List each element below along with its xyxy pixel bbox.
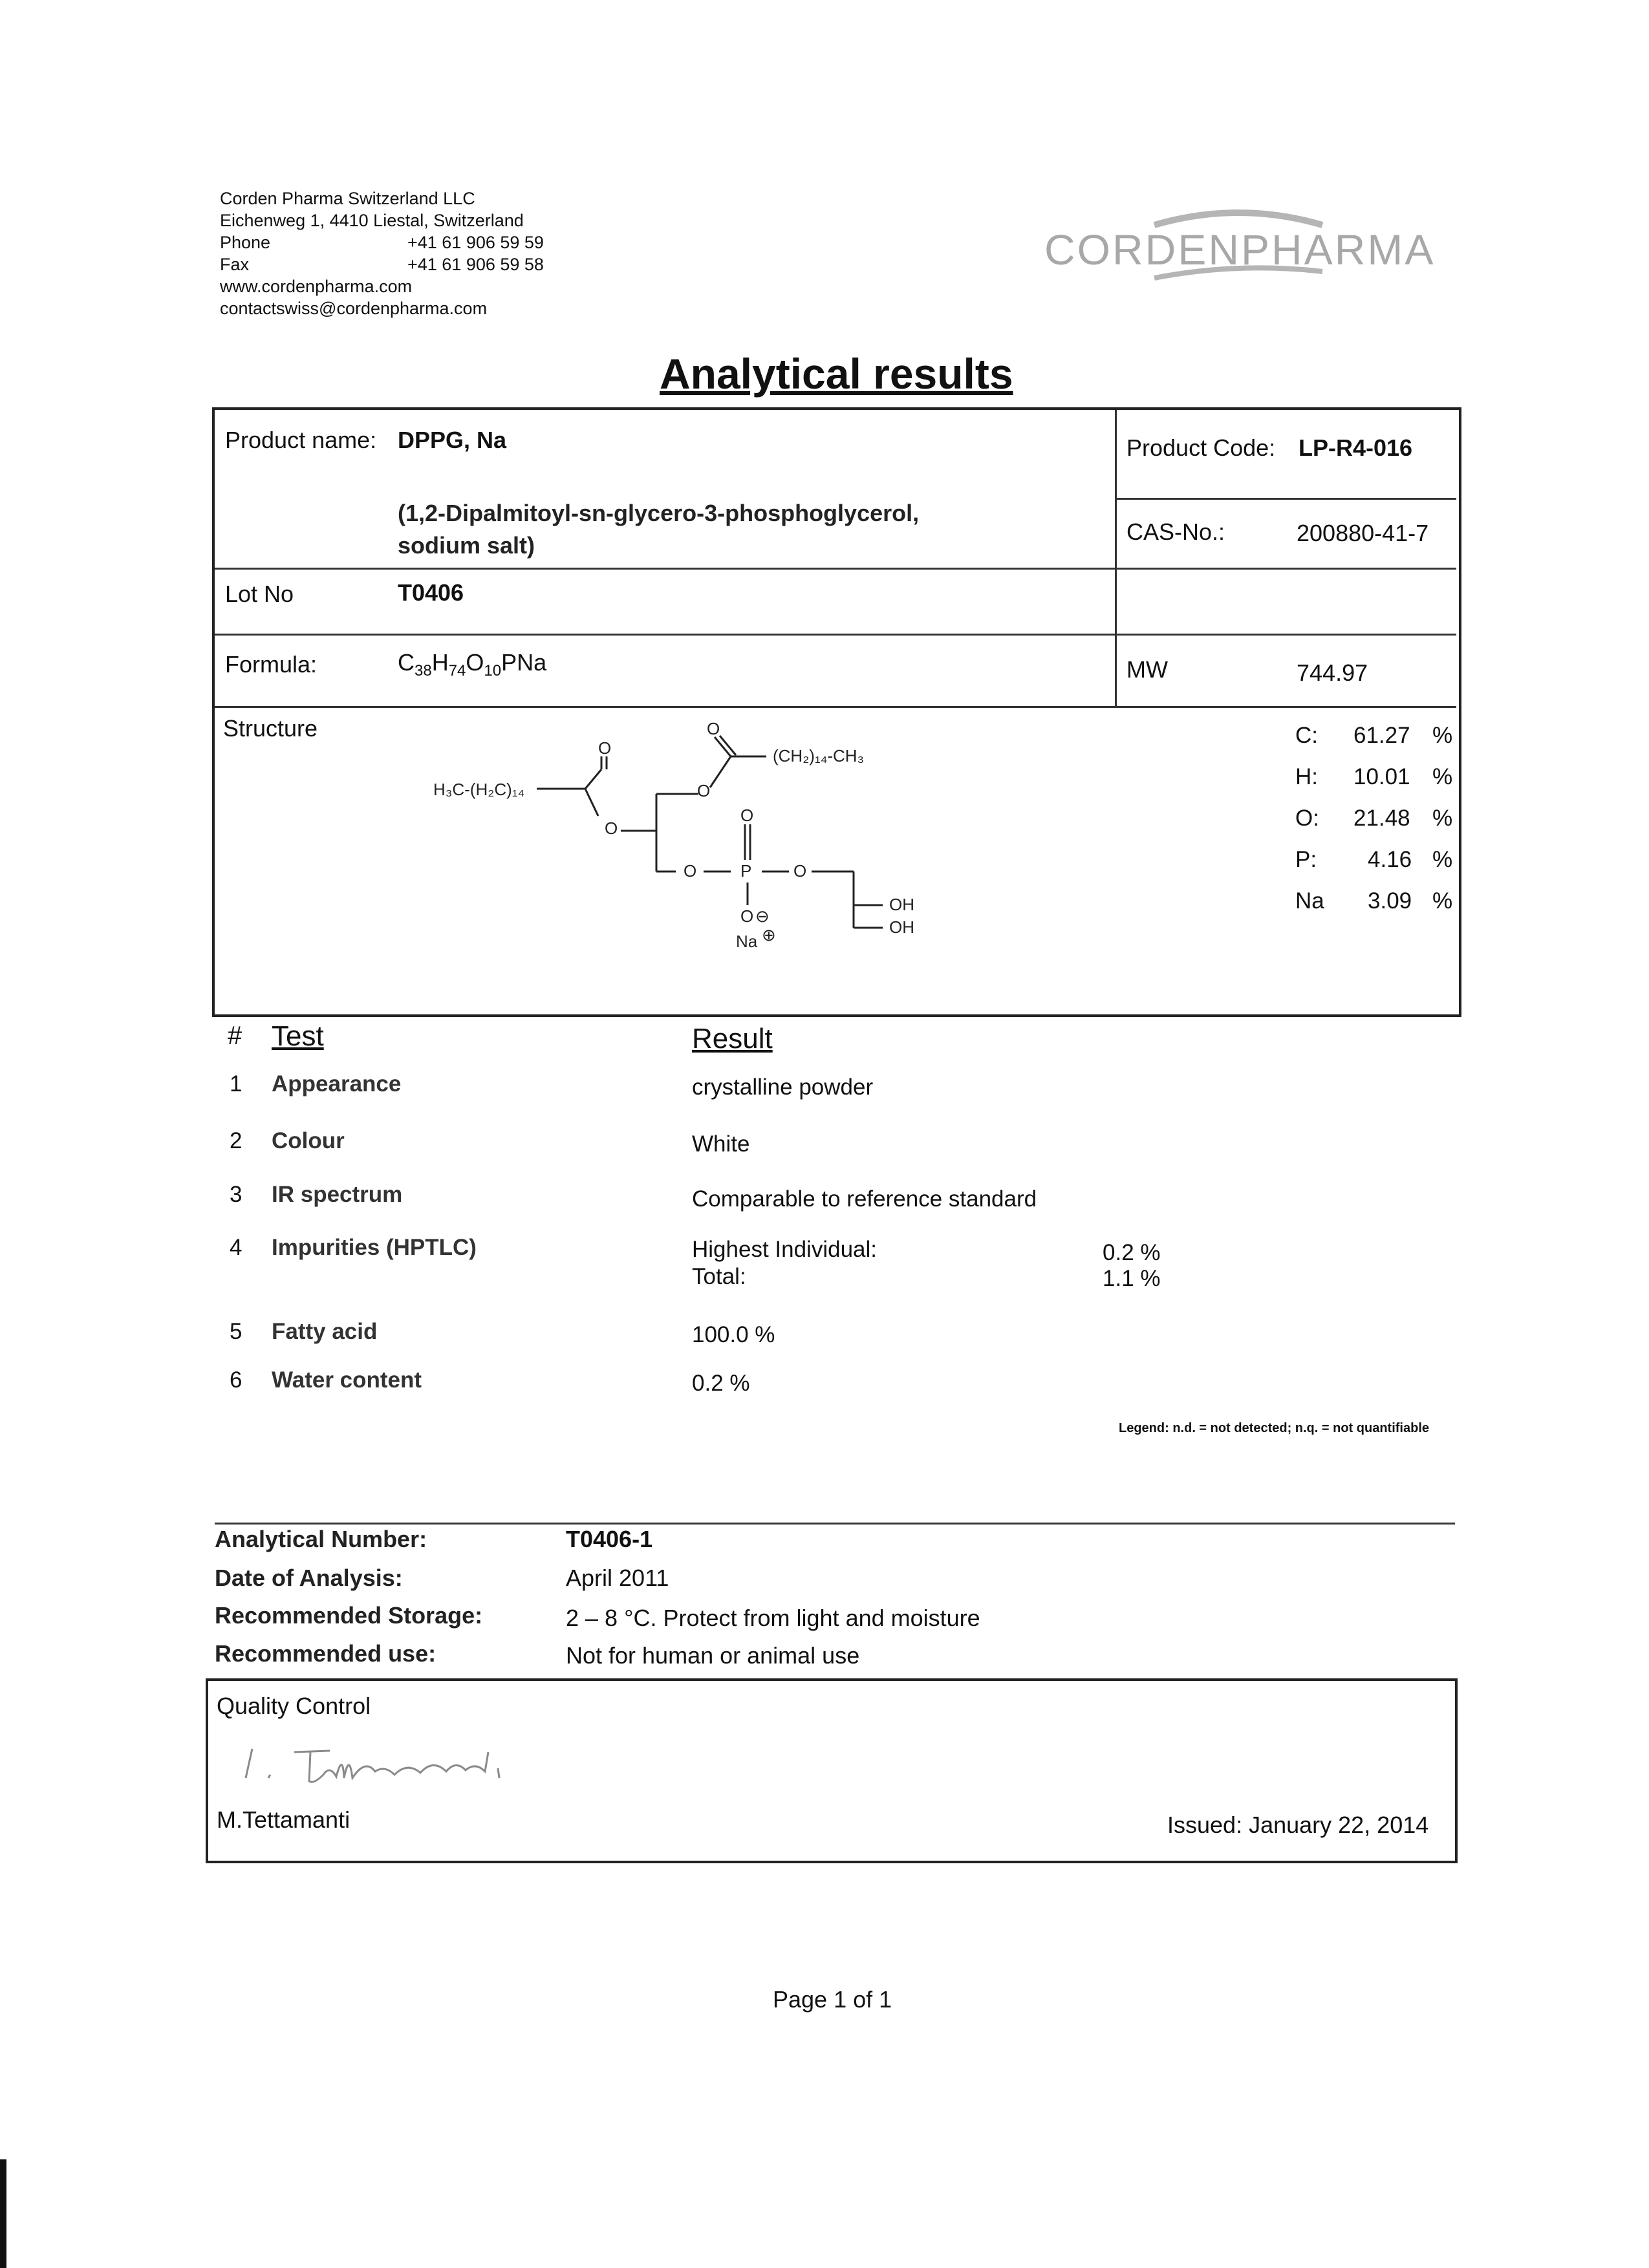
composition-element: P: xyxy=(1295,847,1317,872)
date-of-analysis-value: April 2011 xyxy=(566,1565,669,1591)
oxygen-label-7: O xyxy=(793,861,807,881)
test-result: Highest Individual: xyxy=(692,1237,877,1262)
storage-label: Recommended Storage: xyxy=(215,1602,483,1629)
fax-label: Fax xyxy=(220,255,250,274)
company-name: Corden Pharma Switzerland LLC xyxy=(220,189,475,208)
composition-unit: % xyxy=(1432,723,1453,748)
oxygen-label-1: O xyxy=(598,738,612,758)
phone-number: +41 61 906 59 59 xyxy=(407,233,544,252)
oxygen-label-8: O xyxy=(740,906,754,926)
phone-row xyxy=(220,231,544,253)
test-number: 5 xyxy=(230,1319,242,1344)
sodium-label: Na xyxy=(736,932,758,951)
test-name: Fatty acid xyxy=(272,1319,378,1344)
product-divider-1 xyxy=(215,568,1456,570)
mw-label: MW xyxy=(1126,656,1168,683)
test-result: Comparable to reference standard xyxy=(692,1186,1037,1212)
formula-o-count: 10 xyxy=(484,662,502,680)
chain-right-label: (CH₂)₁₄-CH₃ xyxy=(773,746,865,765)
composition-element: Na xyxy=(1295,888,1324,914)
product-divider-cas xyxy=(1117,498,1456,500)
test-value: 0.2 % xyxy=(1103,1240,1161,1265)
storage-value: 2 – 8 °C. Protect from light and moisture xyxy=(566,1605,980,1631)
plus-charge-icon: ⊕ xyxy=(762,925,776,945)
test-result: White xyxy=(692,1131,750,1157)
mw-value: 744.97 xyxy=(1297,659,1368,686)
test-number: 6 xyxy=(230,1367,242,1393)
oxygen-label-5: O xyxy=(740,806,754,825)
test-number: 4 xyxy=(230,1235,242,1260)
hydroxyl-label-2: OH xyxy=(889,917,914,937)
composition-unit: % xyxy=(1432,764,1453,789)
product-full-name-line2: sodium salt) xyxy=(398,532,535,559)
test-number: 2 xyxy=(230,1128,242,1153)
composition-unit: % xyxy=(1432,888,1453,914)
composition-unit: % xyxy=(1432,847,1453,872)
composition-value: 3.09 xyxy=(1368,888,1412,914)
analytical-number-label: Analytical Number: xyxy=(215,1526,427,1552)
product-code-value: LP-R4-016 xyxy=(1299,434,1413,461)
product-divider-vertical xyxy=(1115,410,1117,707)
oxygen-label-3: O xyxy=(697,781,711,800)
formula-h-count: 74 xyxy=(448,662,466,680)
test-name: Colour xyxy=(272,1128,345,1153)
page-title: Analytical results xyxy=(660,350,1013,398)
oxygen-label-2: O xyxy=(605,818,618,838)
test-number: 3 xyxy=(230,1182,242,1207)
product-name-label: Product name: xyxy=(225,427,377,453)
result-header: Result xyxy=(692,1023,773,1054)
lot-value: T0406 xyxy=(398,579,464,606)
cordenpharma-logo xyxy=(1044,194,1458,284)
company-website: www.cordenpharma.com xyxy=(220,277,413,296)
test-result: 100.0 % xyxy=(692,1322,775,1347)
test-result-secondary: Total: xyxy=(692,1264,746,1289)
lot-label: Lot No xyxy=(225,581,294,607)
formula-label: Formula: xyxy=(225,651,318,678)
legend-note: Legend: n.d. = not detected; n.q. = not quantifiable xyxy=(1119,1421,1429,1435)
oxygen-label-6: O xyxy=(684,861,697,881)
product-divider-2 xyxy=(215,634,1456,636)
composition-value: 21.48 xyxy=(1353,806,1410,831)
page-number: Page 1 of 1 xyxy=(773,1986,892,2013)
cas-label: CAS-No.: xyxy=(1126,519,1225,545)
product-divider-3 xyxy=(215,706,1456,708)
formula-value xyxy=(398,649,546,680)
company-info xyxy=(220,187,544,319)
composition-element: O: xyxy=(1295,806,1319,831)
formula-c-count: 38 xyxy=(415,662,432,680)
formula-c: C xyxy=(398,649,415,676)
analytical-number-value: T0406-1 xyxy=(566,1526,653,1552)
fax-row xyxy=(220,253,544,275)
test-name: Appearance xyxy=(272,1071,402,1097)
scan-edge-mark xyxy=(0,2159,6,2268)
composition-value: 61.27 xyxy=(1353,723,1410,748)
hydroxyl-label-1: OH xyxy=(889,895,914,914)
analysis-divider xyxy=(215,1523,1455,1524)
phone-label: Phone xyxy=(220,233,271,252)
formula-h: H xyxy=(431,649,449,676)
test-result: crystalline powder xyxy=(692,1075,874,1100)
test-result: 0.2 % xyxy=(692,1371,750,1396)
oxygen-label-4: O xyxy=(707,719,720,738)
structure-label: Structure xyxy=(223,715,318,742)
company-email: contactswiss@cordenpharma.com xyxy=(220,299,488,318)
test-name: Water content xyxy=(272,1367,422,1393)
logo-text: CORDENPHARMA xyxy=(1044,226,1436,273)
product-code-label: Product Code: xyxy=(1126,434,1276,461)
phosphorus-label: P xyxy=(740,861,752,881)
minus-charge-icon: ⊖ xyxy=(755,906,770,926)
use-label: Recommended use: xyxy=(215,1640,436,1667)
use-value: Not for human or animal use xyxy=(566,1642,860,1669)
composition-value: 4.16 xyxy=(1368,847,1412,872)
composition-unit: % xyxy=(1432,806,1453,831)
product-name-value: DPPG, Na xyxy=(398,427,507,453)
test-name: Impurities (HPTLC) xyxy=(272,1235,477,1260)
test-value-secondary: 1.1 % xyxy=(1103,1266,1161,1291)
formula-o: O xyxy=(466,649,484,676)
formula-pna: PNa xyxy=(501,649,547,676)
issued-date: Issued: January 22, 2014 xyxy=(1167,1812,1429,1838)
product-full-name-line1: (1,2-Dipalmitoyl-sn-glycero-3-phosphoglycerol, xyxy=(398,500,920,526)
test-name: IR spectrum xyxy=(272,1182,403,1207)
chemical-structure-diagram xyxy=(414,711,957,970)
composition-value: 10.01 xyxy=(1353,764,1410,789)
composition-element: C: xyxy=(1295,723,1318,748)
test-header: Test xyxy=(272,1020,324,1052)
test-hash-header: # xyxy=(228,1022,242,1050)
chain-left-label: H₃C-(H₂C)₁₄ xyxy=(433,780,525,799)
fax-number: +41 61 906 59 58 xyxy=(407,255,544,274)
test-number: 1 xyxy=(230,1071,242,1097)
date-of-analysis-label: Date of Analysis: xyxy=(215,1565,403,1591)
quality-control-label: Quality Control xyxy=(217,1693,371,1719)
qc-name: M.Tettamanti xyxy=(217,1806,350,1833)
cas-value: 200880-41-7 xyxy=(1297,520,1429,546)
company-address: Eichenweg 1, 4410 Liestal, Switzerland xyxy=(220,211,524,230)
composition-element: H: xyxy=(1295,764,1318,789)
signature-image xyxy=(233,1733,595,1797)
